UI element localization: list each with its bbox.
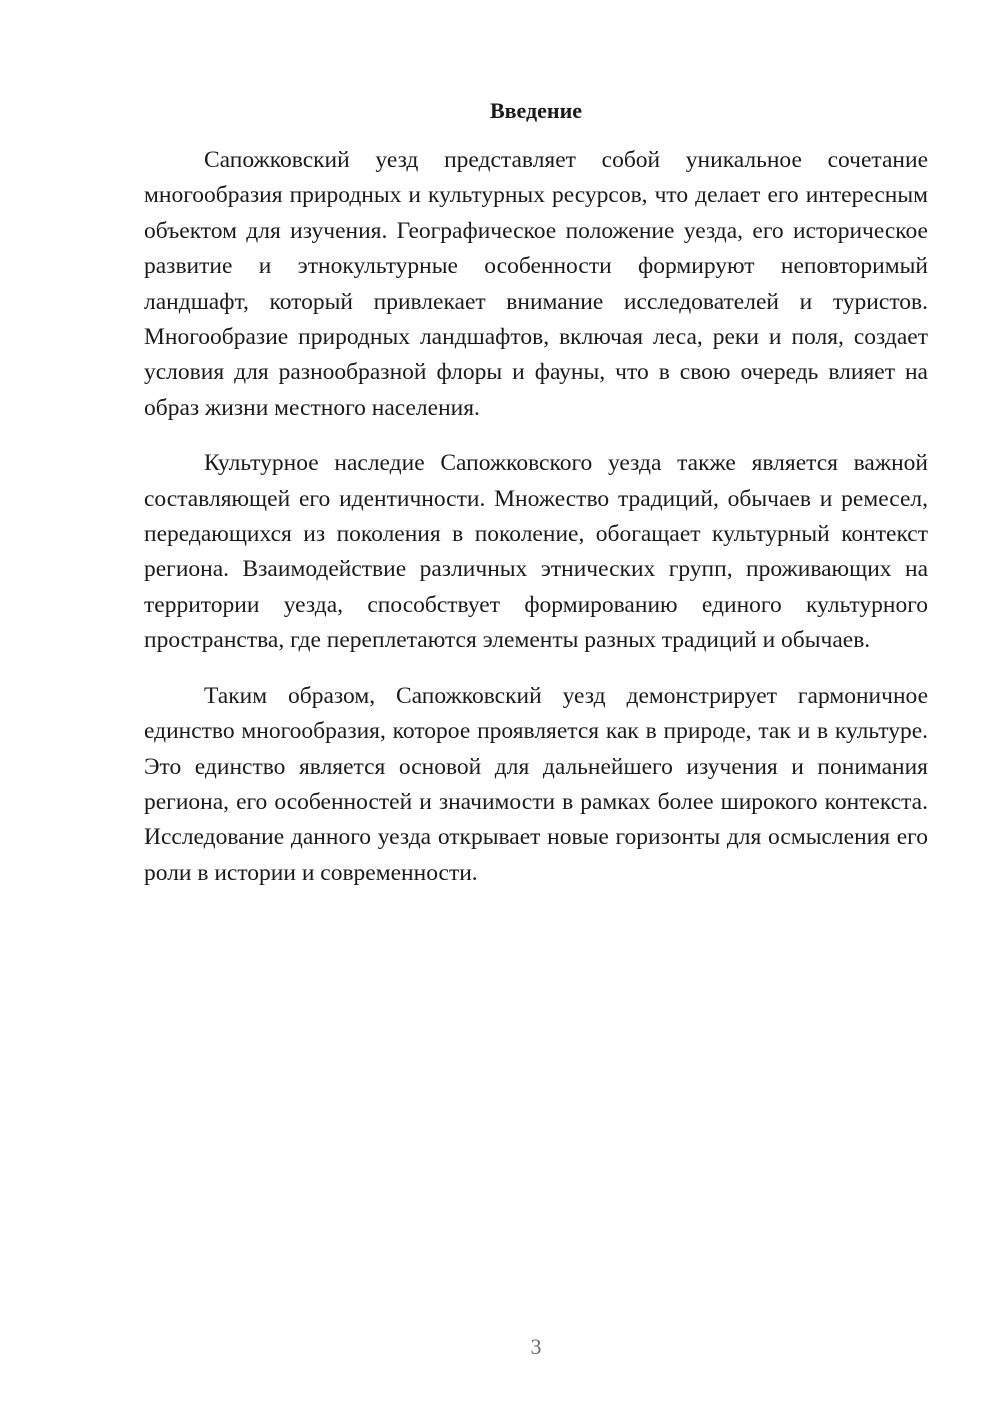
paragraph-conclusion: Таким образом, Сапожковский уезд демонстрирует гармоничное единство многообразия, которое проявляется как в природе, так и в культуре. Это единство является основой для дальнейшего изучения и понимания региона, его особенностей и значимости в рамках более широкого контекста. Исследование данного уезда открывает новые горизонты для осмысления его роли в истории и современности. [144,682,928,886]
section-title: Введение [489,98,583,123]
page-number: 3 [530,1334,542,1359]
paragraph-culture: Культурное наследие Сапожковского уезда также является важной составляющей его идентичности. Множество традиций, обычаев и ремесел, передающихся из поколения в поколение, обогащает культурный контекст региона. Взаимодействие различных этнических групп, проживающих на территории уезда, способствует формированию единого культурного пространства, где переплетаются элементы разных традиций и обычаев. [144,450,928,654]
paragraph-nature: Сапожковский уезд представляет собой уникальное сочетание многообразия природных и культурных ресурсов, что делает его интересным объектом для изучения. Географическое положение уезда, его историческое развитие и этнокультурные особенности формируют неповторимый ландшафт, который привлекает внимание исследователей и туристов. Многообразие природных ландшафтов, включая леса, реки и поля, создает условия для разнообразной флоры и фауны, что в свою очередь влияет на образ жизни местного населения. [144,147,928,421]
body-text [144,143,928,891]
